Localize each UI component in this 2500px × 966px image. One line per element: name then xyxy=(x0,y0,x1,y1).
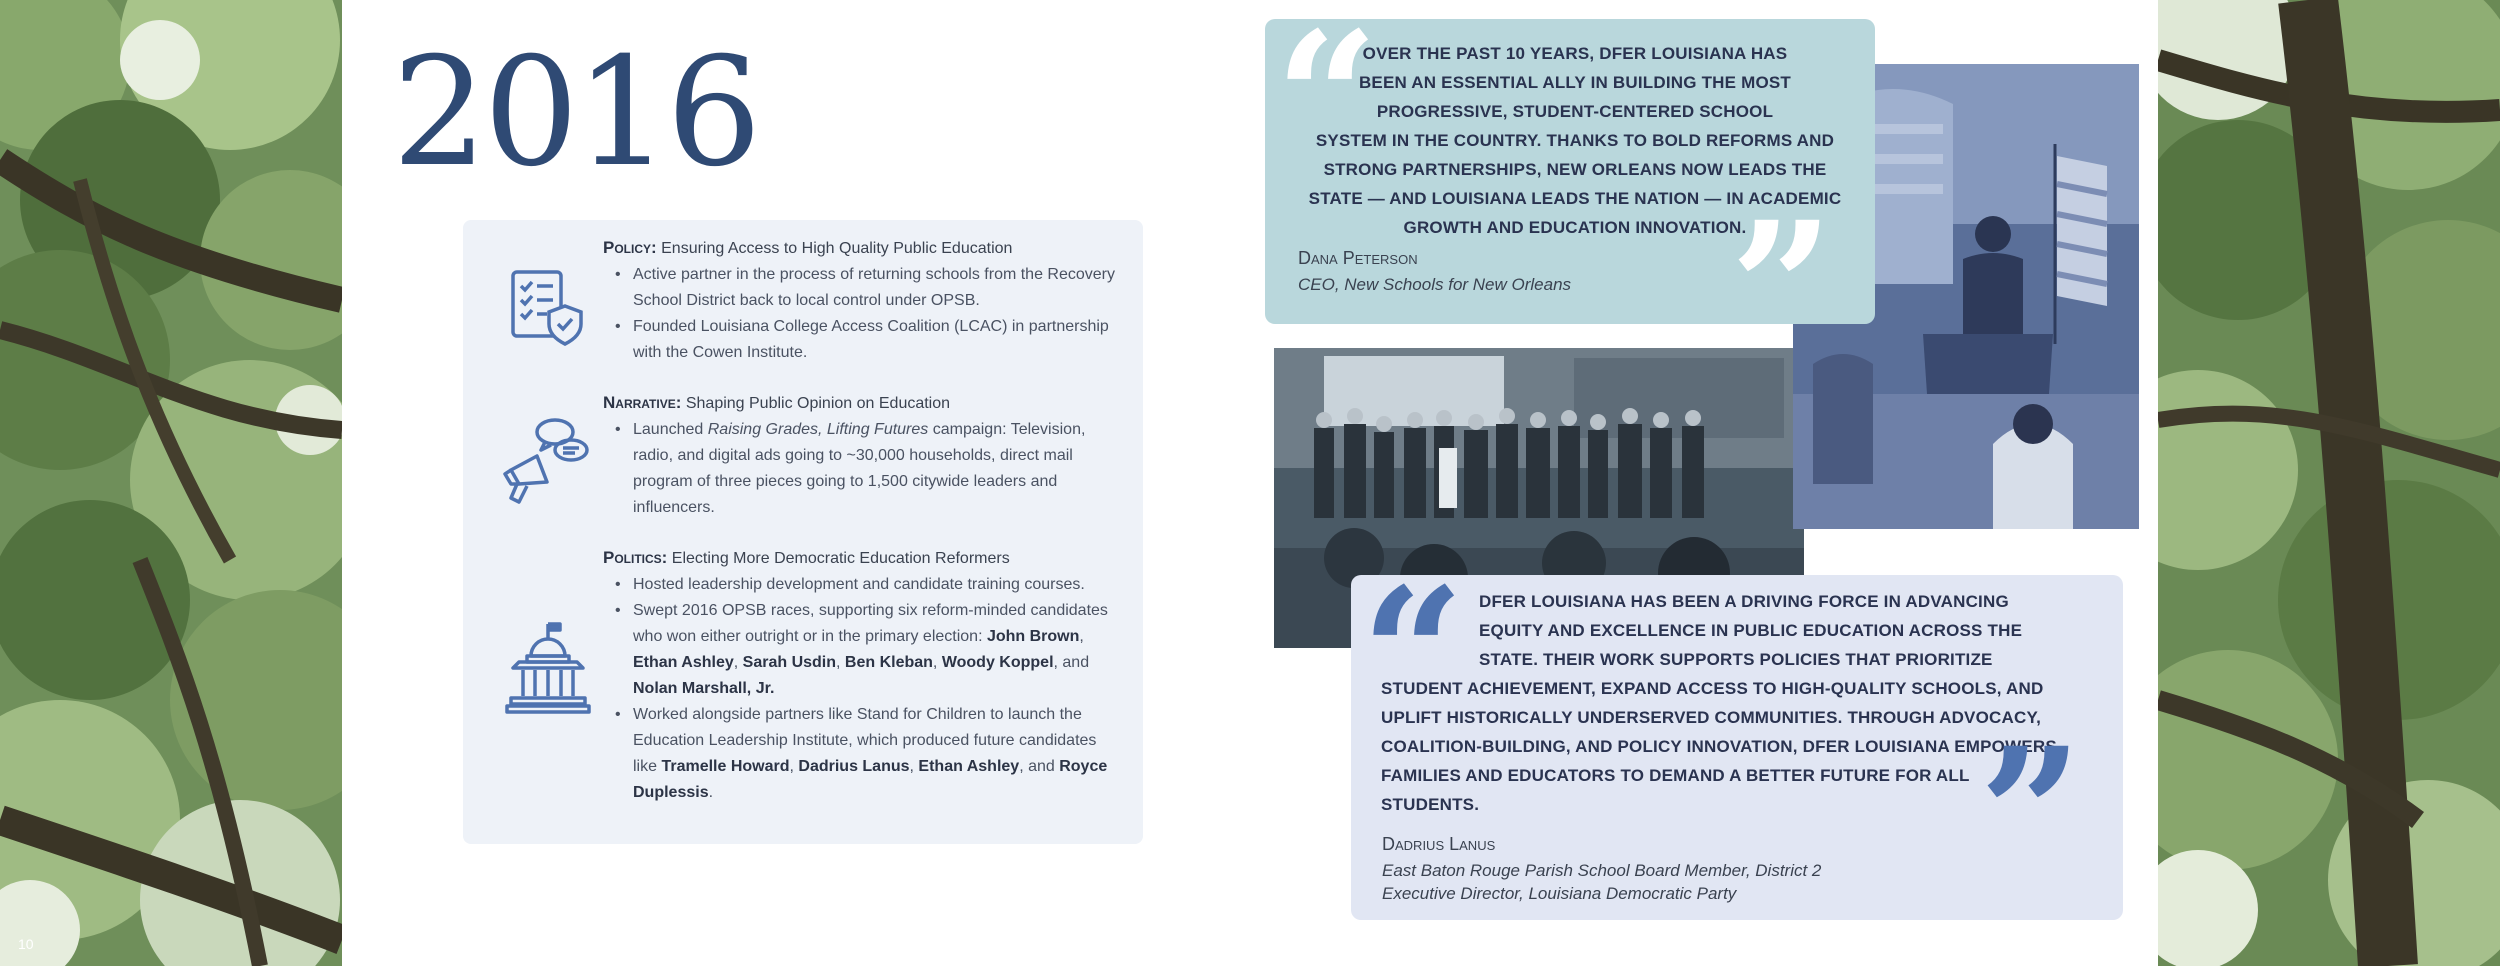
politics-title: Electing More Democratic Education Reformers xyxy=(671,550,1010,567)
quote-peterson-role: CEO, New Schools for New Orleans xyxy=(1298,275,1572,294)
quote-peterson xyxy=(1265,0,1875,394)
policy-bullet: • Founded Louisiana College Access Coalition (LCAC) in partnership with the Cowen Institute. xyxy=(633,314,1123,366)
open-quote-mark: “ xyxy=(1361,549,1465,760)
year-heading: 2016 xyxy=(392,26,758,200)
policy-title: Ensuring Access to High Quality Public Education xyxy=(661,240,1013,257)
narrative-heading xyxy=(603,390,1123,417)
politics-heading xyxy=(603,545,1123,572)
quote-lanus-name: Dadrius Lanus xyxy=(1382,834,1496,854)
politics-bullet: • Hosted leadership development and candidate training courses. xyxy=(633,572,1123,598)
megaphone-speech-icon xyxy=(497,410,597,515)
politics-label: Politics: xyxy=(603,548,668,567)
quote-peterson-name: Dana Peterson xyxy=(1298,248,1418,268)
close-quote-mark: ” xyxy=(1979,709,2083,920)
policy-label: Policy: xyxy=(603,238,657,257)
politics-bullet: • Swept 2016 OPSB races, supporting six reform-minded candidates who won either outright or in the primary election: John Brown, Ethan Ashley, Sarah Usdin, Ben Kleban, Woody Koppel, and Nolan Marshall, Jr. xyxy=(633,598,1123,702)
tree-photo-left xyxy=(0,0,342,966)
tree-photo-right xyxy=(2158,0,2500,966)
accomplishments-panel xyxy=(463,220,1143,844)
narrative-title: Shaping Public Opinion on Education xyxy=(685,395,951,412)
quote-peterson-text: OVER THE PAST 10 YEARS, DFER LOUISIANA HAS BEEN AN ESSENTIAL ALLY IN BUILDING THE MOST PROGRESSIVE, STUDENT-CENTERED SCHOOL SYSTEM IN THE COUNTRY. THANKS TO BOLD REFORMS AND STRONG PARTNERSHIPS, NEW ORLEANS NOW LEADS THE STATE — AND LOUISIANA LEADS THE NATION — IN ACADEMIC GROWTH AND EDUCATION INNOVATION. xyxy=(1308,44,1842,237)
open-quote-mark: “ xyxy=(1275,0,1379,204)
narrative-label: Narrative: xyxy=(603,393,682,412)
narrative-section xyxy=(603,390,1123,521)
quote-lanus-role: Executive Director, Louisiana Democratic Party xyxy=(1382,884,1737,903)
policy-section xyxy=(603,235,1123,366)
policy-heading xyxy=(603,235,1123,262)
close-quote-mark: ” xyxy=(1730,183,1834,394)
politics-bullet: • Worked alongside partners like Stand for Children to launch the Education Leadership Institute, which produced future candidates like Tramelle Howard, Dadrius Lanus, Ethan Ashley, and Royce Duplessis. xyxy=(633,702,1123,806)
page-number: 10 xyxy=(18,936,34,952)
policy-bullet: • Active partner in the process of returning schools from the Recovery School District back to local control under OPSB. xyxy=(633,262,1123,314)
quote-lanus-role: East Baton Rouge Parish School Board Member, District 2 xyxy=(1382,861,1822,880)
politics-section xyxy=(603,545,1123,806)
checklist-shield-icon xyxy=(507,266,587,351)
capitol-building-icon xyxy=(503,620,593,721)
quote-lanus-text: DFER LOUISIANA HAS BEEN A DRIVING FORCE IN ADVANCING EQUITY AND EXCELLENCE IN PUBLIC EDUCATION ACROSS THE STATE. THEIR WORK SUPPORTS POLICIES THAT PRIORITIZE STUDENT ACHIEVEMENT, EXPAND ACCESS TO HIGH-QUALITY SCHOOLS, AND UPLIFT HISTORICALLY UNDERSERVED COMMUNITIES. THROUGH ADVOCACY, COALITION-BUILDING, AND POLICY INNOVATION, DFER LOUISIANA EMPOWERS FAMILIES AND EDUCATORS TO DEMAND A BETTER FUTURE FOR ALL STUDENTS. xyxy=(1381,592,2057,814)
narrative-bullet: • Launched Raising Grades, Lifting Futures campaign: Television, radio, and digital ads going to ~30,000 households, direct mail program of three pieces going to 1,500 citywide leaders and influencers. xyxy=(633,417,1123,521)
quote-lanus xyxy=(1351,549,2123,920)
